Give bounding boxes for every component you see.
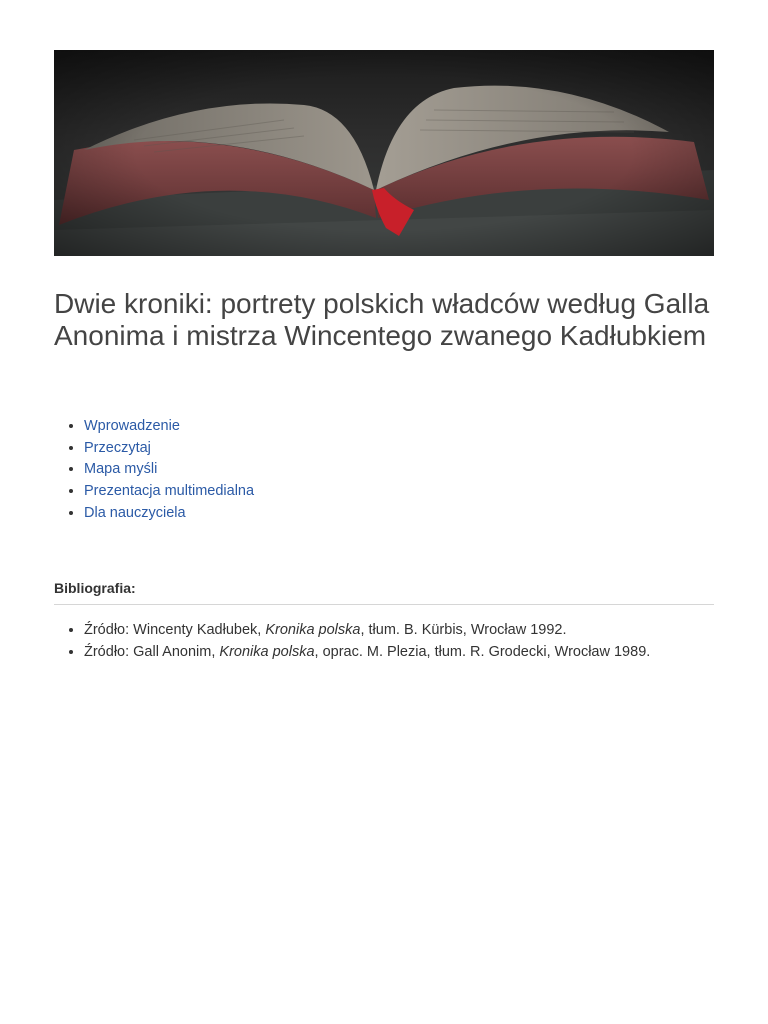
bibliography-item [84,619,714,641]
bibliography-text: , tłum. B. Kürbis, Wrocław 1992. [360,621,567,638]
toc-item [84,481,714,503]
page-title: Dwie kroniki: portrety polskich władców według Galla Anonima i mistrza Wincentego zwanego Kadłubkiem [54,288,710,351]
bibliography-title: Kronika polska [219,643,315,660]
bibliography-list [54,619,714,663]
toc-link-przeczytaj[interactable]: Przeczytaj [84,439,151,456]
hero-image [54,50,714,256]
bibliography-heading: Bibliografia: [54,579,714,605]
toc-item [84,416,714,438]
bibliography-title: Kronika polska [265,621,361,638]
bibliography-text: , oprac. M. Plezia, tłum. R. Grodecki, Wrocław 1989. [314,643,651,660]
toc-link-mapa-mysli[interactable]: Mapa myśli [84,461,158,478]
table-of-contents [54,416,714,525]
toc-link-prezentacja[interactable]: Prezentacja multimedialna [84,483,255,500]
toc-link-wprowadzenie[interactable]: Wprowadzenie [84,418,180,434]
toc-item [84,503,714,525]
page-content [54,50,714,663]
bibliography-text: Źródło: Gall Anonim, [84,643,220,660]
toc-item [84,438,714,460]
bibliography-text: Źródło: Wincenty Kadłubek, [84,621,266,638]
open-book-photo [54,50,714,256]
toc-item [84,459,714,481]
toc-link-dla-nauczyciela[interactable]: Dla nauczyciela [84,504,186,521]
bibliography-item [84,641,714,663]
